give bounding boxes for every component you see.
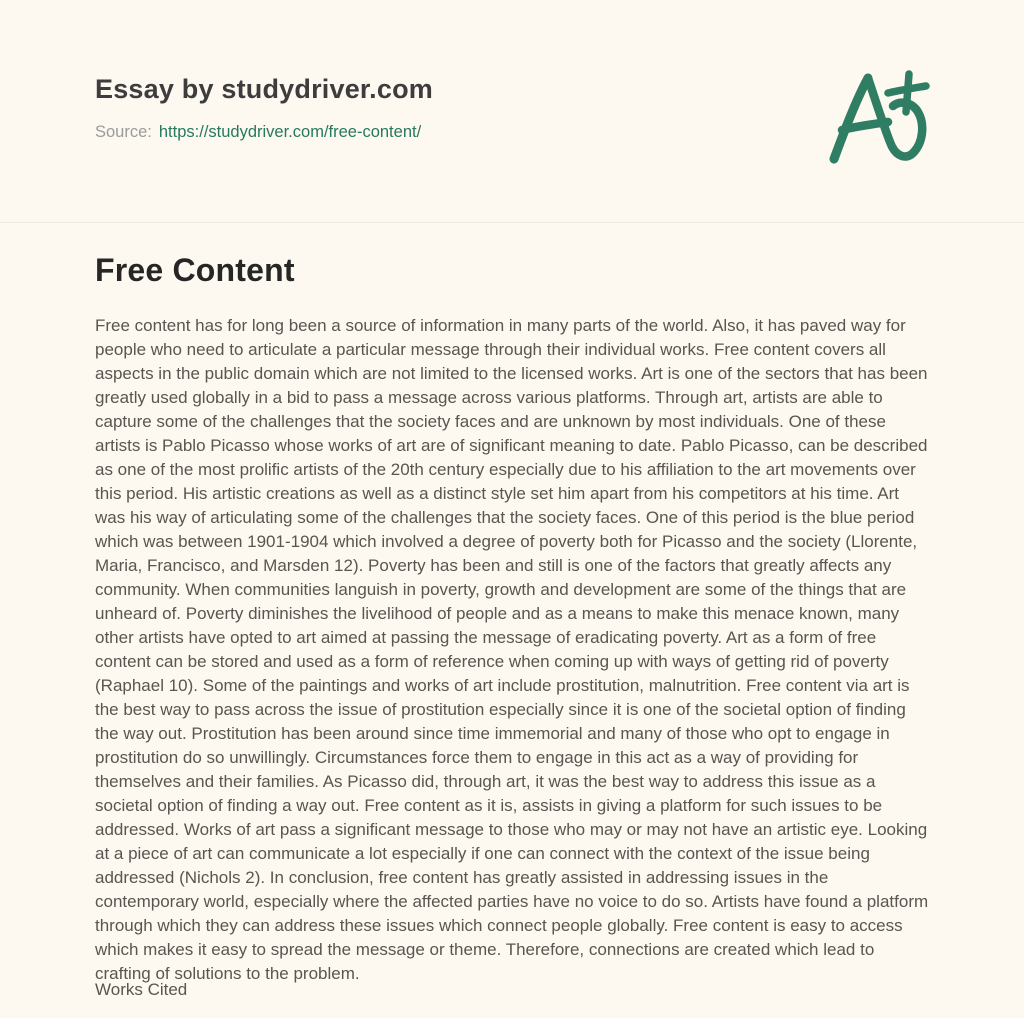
essay-header-title: Essay by studydriver.com bbox=[95, 74, 433, 104]
works-cited-heading: Works Cited bbox=[95, 980, 188, 999]
source-url-link[interactable]: https://studydriver.com/free-content/ bbox=[158, 123, 422, 141]
header-divider bbox=[0, 222, 1024, 223]
essay-title: Free Content bbox=[95, 252, 295, 288]
studydriver-a-plus-logo-icon bbox=[822, 62, 932, 168]
source-label: Source: bbox=[95, 123, 152, 141]
essay-body-paragraph: Free content has for long been a source of information in many parts of the world. Also, it has paved way for people who need to articulate a particular message through their individual works. Free content covers all aspects in the public domain which are not limited to the licensed works. Art is one of the sectors that has been greatly used globally in a bid to pass a message across various platforms. Through art, artists are able to capture some of the challenges that the society faces and are unknown by most individuals. One of these artists is Pablo Picasso whose works of art are of significant meaning to date. Pablo Picasso, can be described as one of the most prolific artists of the 20th century especially due to his affiliation to the art movements over this period. His artistic creations as well as a distinct style set him apart from his competitors at his time. Art was his way of articulating some of the challenges that the society faces. One of this period is the blue period which was between 1901-1904 which involved a degree of poverty both for Picasso and the society (Llorente, Maria, Francisco, and Marsden 12). Poverty has been and still is one of the factors that greatly affects any community. When communities languish in poverty, growth and development are some of the things that are unheard of. Poverty diminishes the livelihood of people and as a means to make this menace known, many other artists have opted to art aimed at passing the message of eradicating poverty. Art as a form of free content can be stored and used as a form of reference when coming up with ways of getting rid of poverty (Raphael 10). Some of the paintings and works of art include prostitution, malnutrition. Free content via art is the best way to pass across the issue of prostitution especially since it is one of the societal option of finding the way out. Prostitution has been around since time immemorial and many of those who opt to engage in prostitution do so unwillingly. Circumstances force them to engage in this act as a way of providing for themselves and their families. As Picasso did, through art, it was the best way to address this issue as a societal option of finding a way out. Free content as it is, assists in giving a platform for such issues to be addressed. Works of art pass a significant message to those who may or may not have an artistic eye. Looking at a piece of art can communicate a lot especially if one can connect with the context of the issue being addressed (Nichols 2). In conclusion, free content has greatly assisted in addressing issues in the contemporary world, especially where the affected parties have no voice to do so. Artists have found a platform through which they can address these issues which connect people globally. Free content is easy to access which makes it easy to spread the message or theme. Therefore, connections are created which lead to crafting of solutions to the problem. bbox=[95, 316, 929, 983]
source-line bbox=[95, 123, 421, 142]
